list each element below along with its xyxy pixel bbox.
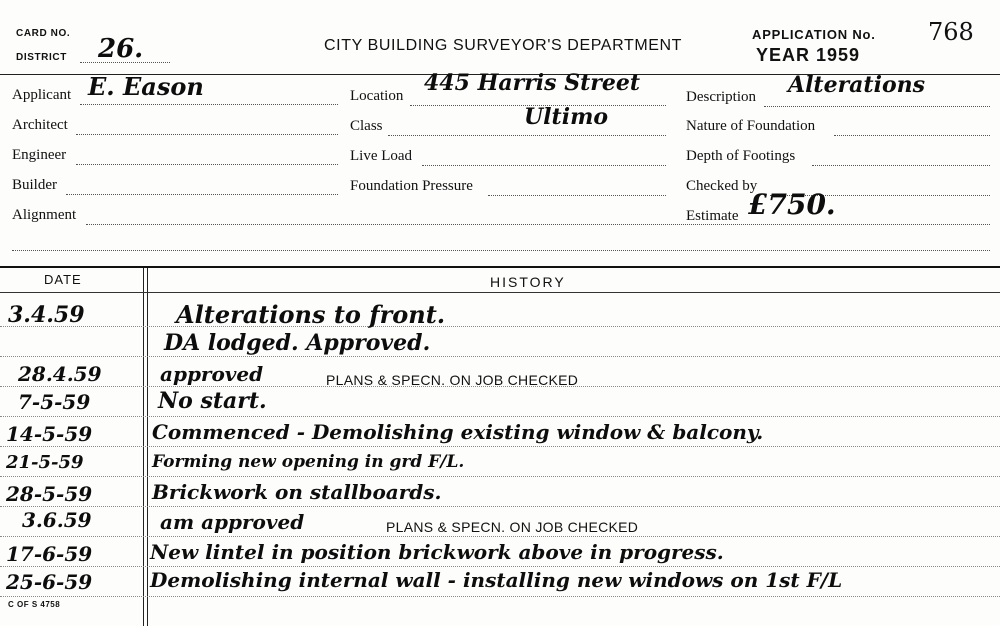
history-rule xyxy=(0,446,1000,447)
location-value: 445 Harris Street xyxy=(424,70,641,96)
engineer-label: Engineer xyxy=(12,147,67,163)
foundation-pressure-line xyxy=(488,195,666,196)
history-date: 14-5-59 xyxy=(6,422,93,446)
district-label: DISTRICT xyxy=(16,52,67,63)
description-label: Description xyxy=(686,89,756,105)
applicant-line xyxy=(80,104,338,105)
date-header: DATE xyxy=(44,272,82,287)
history-text: Commenced - Demolishing existing window & balcony. xyxy=(152,420,764,444)
live-load-label: Live Load xyxy=(350,148,413,164)
history-rule xyxy=(0,596,1000,597)
history-date: 28.4.59 xyxy=(18,362,102,386)
history-date: 3.4.59 xyxy=(8,302,85,328)
history-text: approved xyxy=(160,362,264,386)
history-date: 21-5-59 xyxy=(6,452,84,473)
applicant-value: E. Eason xyxy=(88,72,204,101)
history-text: No start. xyxy=(158,388,267,414)
history-rule xyxy=(0,536,1000,537)
checked-by-label: Checked by xyxy=(686,178,758,194)
architect-label: Architect xyxy=(12,117,68,133)
history-divider xyxy=(0,266,1000,268)
form-code: C OF S 4758 xyxy=(8,600,61,609)
year-label: YEAR 1959 xyxy=(756,45,861,65)
history-rule xyxy=(0,416,1000,417)
application-label: APPLICATION No. xyxy=(752,27,876,42)
nature-of-foundation-label: Nature of Foundation xyxy=(686,118,816,134)
history-date: 7-5-59 xyxy=(18,390,91,414)
description-value: Alterations xyxy=(788,72,926,98)
history-date: 3.6.59 xyxy=(22,508,92,532)
history-rule xyxy=(0,506,1000,507)
plans-checked-stamp: PLANS & SPECN. ON JOB CHECKED xyxy=(386,519,639,535)
history-text: am approved xyxy=(160,510,305,534)
builder-line xyxy=(66,194,338,195)
alignment-line xyxy=(86,224,990,225)
date-column-divider xyxy=(143,268,144,626)
history-header-line xyxy=(0,292,1000,293)
alignment-label: Alignment xyxy=(12,207,77,223)
application-number: 768 xyxy=(928,18,974,46)
builder-label: Builder xyxy=(12,177,57,193)
history-text: New lintel in position brickwork above in progress. xyxy=(150,540,724,564)
location-suburb: Ultimo xyxy=(524,104,609,130)
architect-line xyxy=(76,134,338,135)
history-rule xyxy=(0,566,1000,567)
estimate-label: Estimate xyxy=(686,208,739,224)
foundation-pressure-label: Foundation Pressure xyxy=(350,178,473,194)
applicant-label: Applicant xyxy=(12,87,72,103)
history-rule xyxy=(0,326,1000,327)
history-date: 25-6-59 xyxy=(6,570,93,594)
history-date: 17-6-59 xyxy=(6,542,93,566)
date-column-divider-inner xyxy=(147,268,148,626)
plans-checked-stamp: PLANS & SPECN. ON JOB CHECKED xyxy=(326,372,579,388)
history-text: Alterations to front. xyxy=(176,300,446,329)
description-line xyxy=(764,106,990,107)
district-value: 26. xyxy=(98,34,144,64)
history-rule xyxy=(0,356,1000,357)
class-line xyxy=(388,135,666,136)
blank-line xyxy=(12,250,990,251)
engineer-line xyxy=(76,164,338,165)
estimate-value: £750. xyxy=(748,188,836,221)
card-no-label: CARD NO. xyxy=(16,28,71,39)
history-rule xyxy=(0,476,1000,477)
class-label: Class xyxy=(350,118,383,134)
location-label: Location xyxy=(350,88,404,104)
depth-of-footings-label: Depth of Footings xyxy=(686,148,796,164)
history-text: Brickwork on stallboards. xyxy=(152,480,442,504)
depth-of-footings-line xyxy=(812,165,990,166)
department-title: CITY BUILDING SURVEYOR'S DEPARTMENT xyxy=(324,37,683,54)
history-text: Forming new opening in grd F/L. xyxy=(152,452,465,472)
history-date: 28-5-59 xyxy=(6,482,93,506)
history-text: DA lodged. Approved. xyxy=(164,330,431,356)
history-text: Demolishing internal wall - installing new windows on 1st F/L xyxy=(150,568,843,592)
nature-of-foundation-line xyxy=(834,135,990,136)
history-header: HISTORY xyxy=(490,274,566,290)
live-load-line xyxy=(422,165,666,166)
